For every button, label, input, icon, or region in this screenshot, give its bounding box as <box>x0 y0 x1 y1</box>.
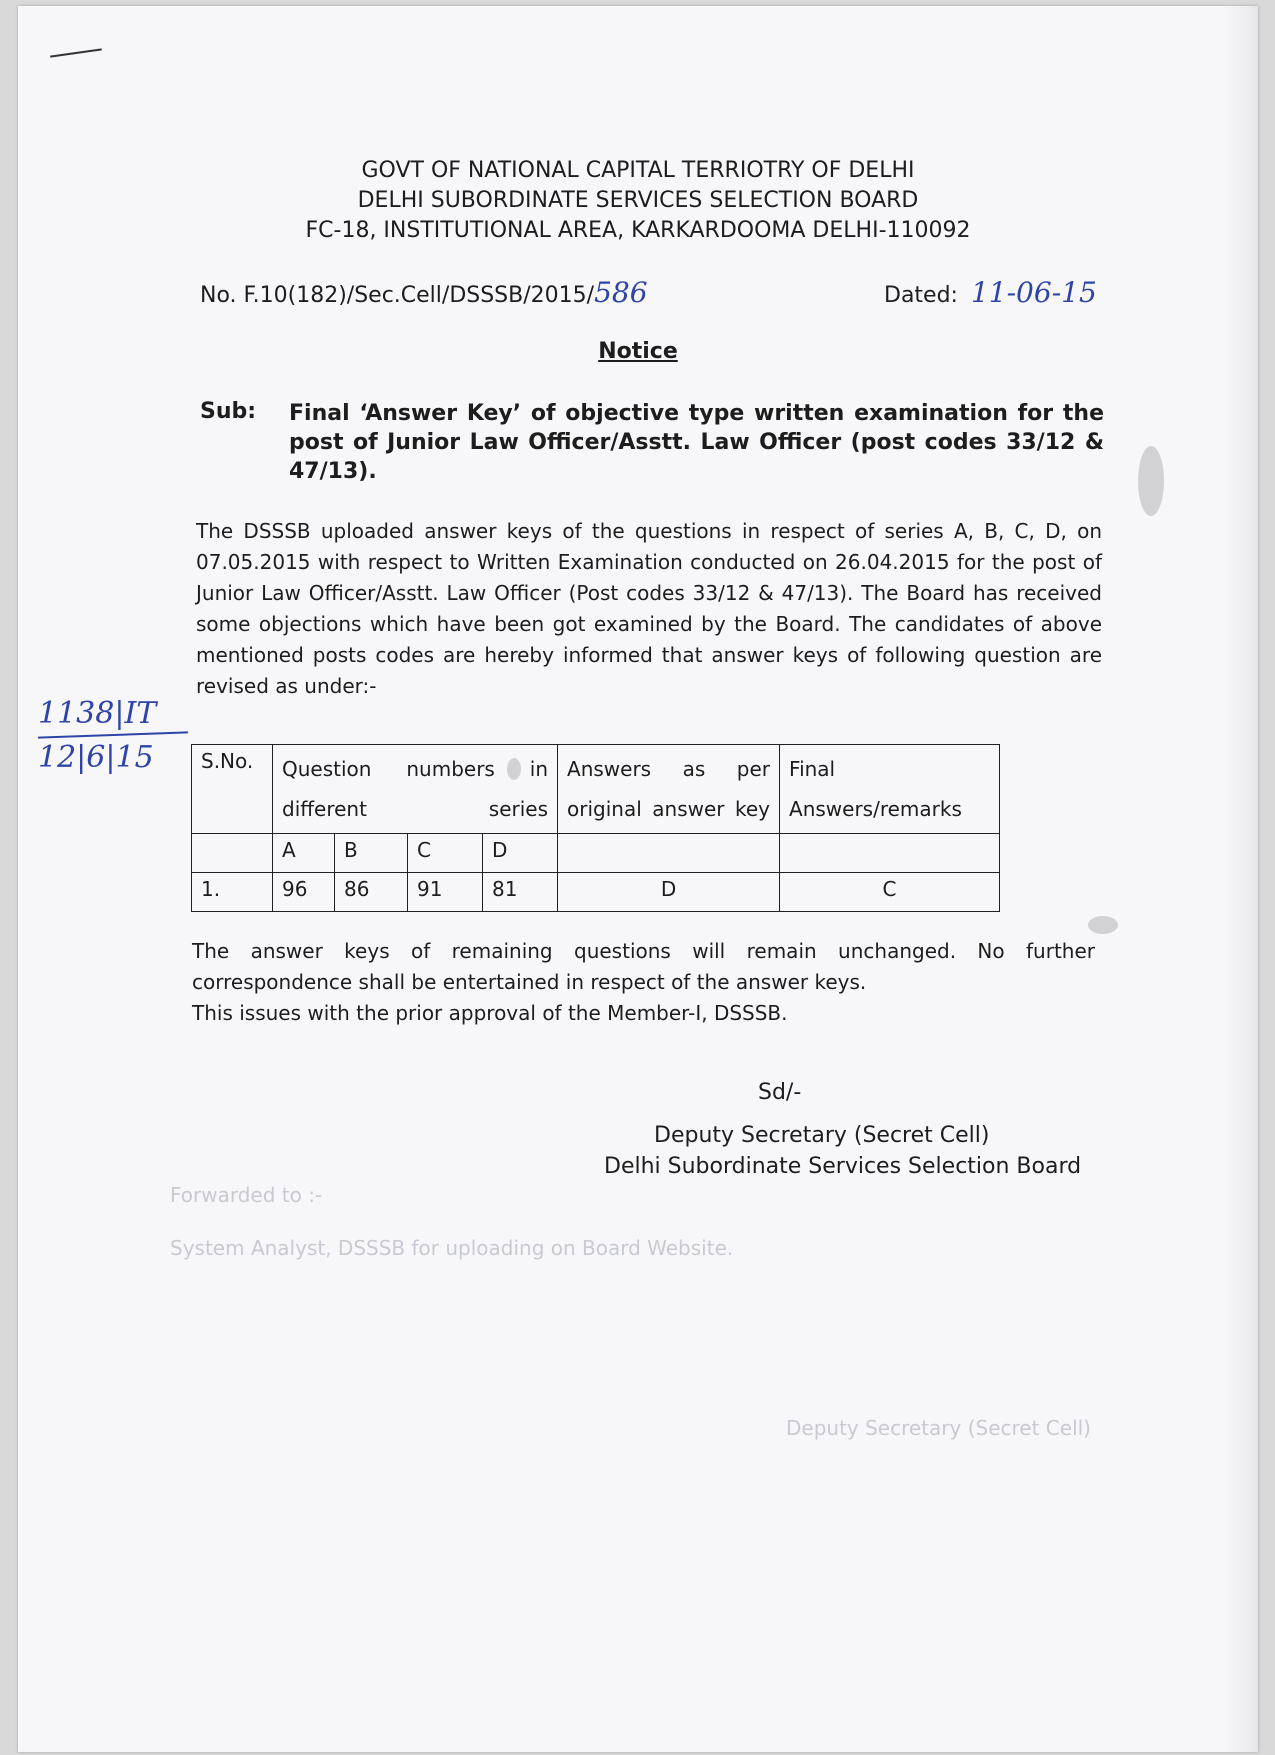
signature-sd: Sd/- <box>758 1080 802 1105</box>
header-original-answer-text: Answers as per original answer key <box>567 757 771 821</box>
show-through-forwarded: Forwarded to :- <box>170 1183 323 1207</box>
reference-handwritten-number: 586 <box>594 276 648 309</box>
corner-pen-mark <box>50 48 102 57</box>
series-d: D <box>483 834 558 873</box>
revised-answer-key-table <box>191 744 1000 912</box>
header-question-numbers <box>273 745 558 834</box>
reference-printed: No. F.10(182)/Sec.Cell/DSSSB/2015/ <box>200 283 595 308</box>
row-series-d: 81 <box>483 873 558 912</box>
series-c: C <box>408 834 483 873</box>
show-through-deputy: Deputy Secretary (Secret Cell) <box>786 1416 1091 1440</box>
notice-title: Notice <box>598 339 678 364</box>
letterhead-line-board: DELHI SUBORDINATE SERVICES SELECTION BOARD <box>357 188 919 213</box>
row-sno: 1. <box>192 873 273 912</box>
row-series-a: 96 <box>273 873 335 912</box>
scan-stain <box>1088 916 1118 934</box>
letterhead-line-address: FC-18, INSTITUTIONAL AREA, KARKARDOOMA DELHI-110092 <box>305 218 971 243</box>
series-empty-cell <box>558 834 780 873</box>
subject-label: Sub: <box>200 399 257 424</box>
letterhead-line-govt: GOVT OF NATIONAL CAPITAL TERRIOTRY OF DELHI <box>361 158 915 183</box>
scan-stain <box>1138 446 1164 516</box>
show-through-system-analyst: System Analyst, DSSSB for uploading on Board Website. <box>170 1236 734 1260</box>
signature-office: Delhi Subordinate Services Selection Board <box>604 1154 1082 1179</box>
row-original-answer: D <box>558 873 780 912</box>
document-page <box>18 6 1258 1752</box>
row-series-b: 86 <box>335 873 408 912</box>
margin-handwritten-note <box>38 696 188 776</box>
dated-label: Dated: <box>884 283 958 308</box>
reference-number <box>200 276 648 309</box>
dated-handwritten: 11-06-15 <box>970 276 1097 309</box>
header-final-answer-text: Final Answers/remarks <box>789 757 962 821</box>
table-series-row <box>192 834 1000 873</box>
table-row <box>192 873 1000 912</box>
series-empty-cell <box>780 834 1000 873</box>
header-final-answer <box>780 745 1000 834</box>
margin-note-line-2: 12|6|15 <box>38 740 154 775</box>
series-empty-cell <box>192 834 273 873</box>
notice-paragraph-2: The answer keys of remaining questions will remain unchanged. No further correspondence shall be entertained in respect of the answer keys. <box>192 939 1095 994</box>
scan-edge-shadow <box>1222 6 1258 1752</box>
margin-note-underline <box>38 731 188 738</box>
header-sno: S.No. <box>192 745 273 834</box>
series-b: B <box>335 834 408 873</box>
header-question-numbers-text: Question numbers in different series <box>282 757 549 821</box>
series-a: A <box>273 834 335 873</box>
margin-note-line-1: 1138|IT <box>38 696 157 731</box>
row-final-answer: C <box>780 873 1000 912</box>
dated <box>884 276 1097 309</box>
notice-paragraph-1: The DSSSB uploaded answer keys of the questions in respect of series A, B, C, D, on 07.05.2015 with respect to Written Examination conducted on 26.04.2015 for the post of Junior Law Officer/Asstt. Law Officer (Post codes 33/12 & 47/13). The Board has received some objections which have been got examined by the Board. The candidates of above mentioned posts codes are hereby informed that answer keys of following question are revised as under:- <box>196 519 1102 698</box>
notice-paragraph-3: This issues with the prior approval of the Member-I, DSSSB. <box>192 1001 788 1025</box>
signature-designation: Deputy Secretary (Secret Cell) <box>654 1123 990 1148</box>
header-original-answer <box>558 745 780 834</box>
letterhead <box>18 156 1258 246</box>
table-header-row <box>192 745 1000 834</box>
row-series-c: 91 <box>408 873 483 912</box>
subject-text: Final ‘Answer Key’ of objective type written examination for the post of Junior Law Officer/Asstt. Law Officer (post codes 33/12 & 47/13). <box>289 401 1104 484</box>
